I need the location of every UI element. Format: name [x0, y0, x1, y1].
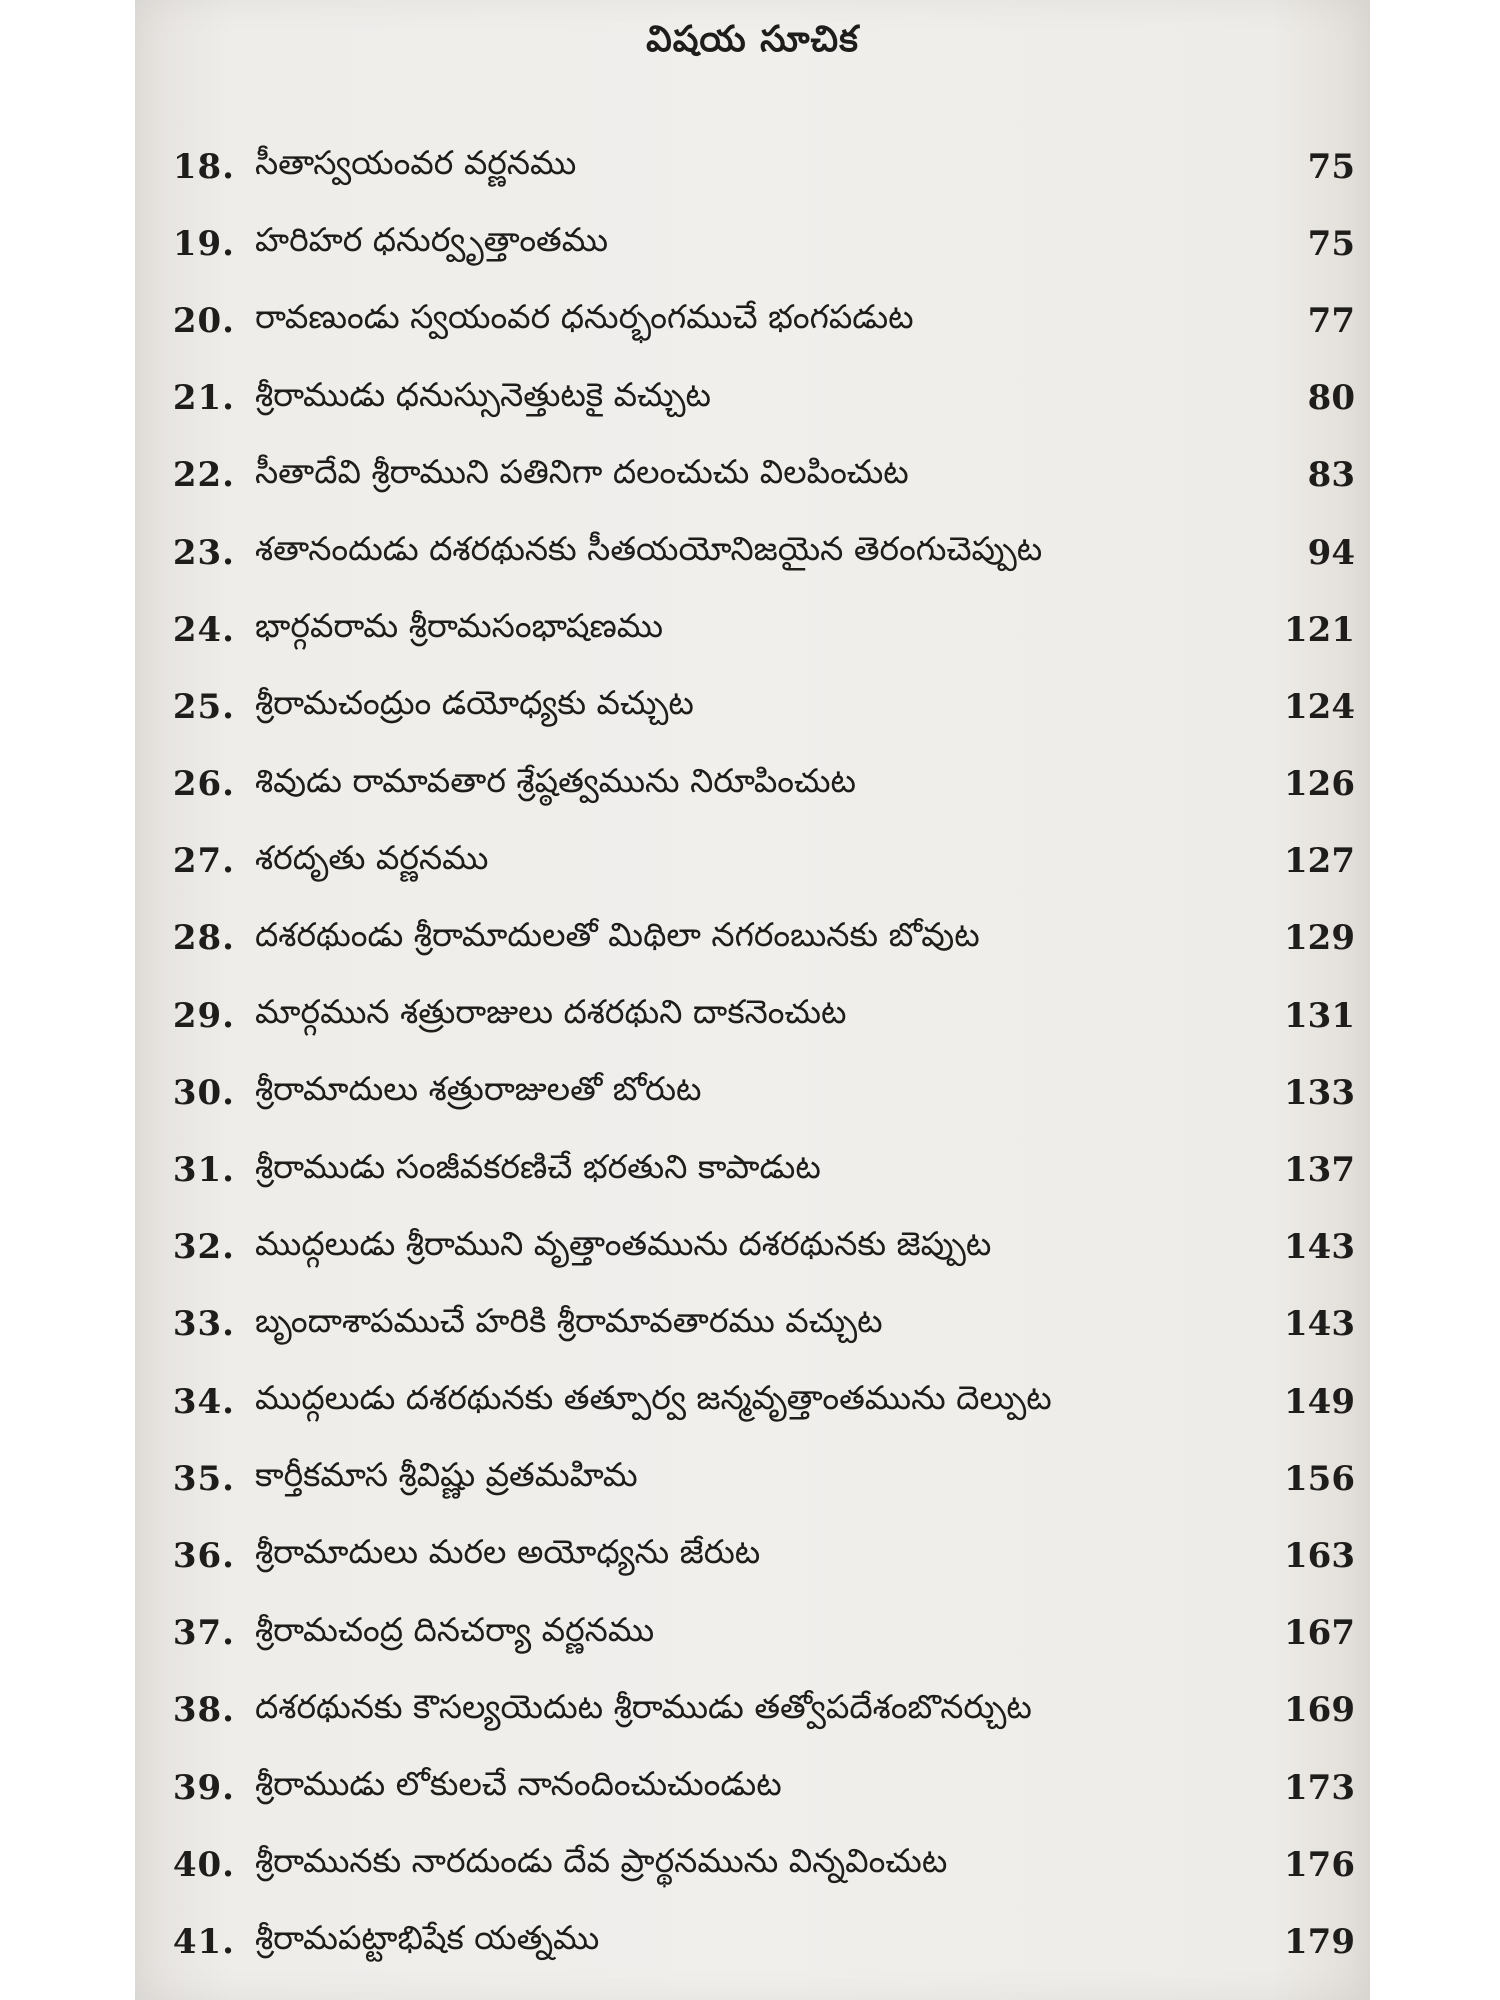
entry-page-number: 173 [1284, 1767, 1355, 1808]
entry-page-number: 167 [1284, 1613, 1355, 1654]
entry-number: 34. [172, 1381, 235, 1422]
entry-page-number: 80 [1307, 378, 1355, 419]
entry-page-number: 121 [1284, 609, 1355, 650]
entry-title: శరదృతు వర్ణనము [255, 837, 489, 877]
toc-entry [155, 360, 1355, 437]
entry-title: ముద్గలుడు దశరథునకు తత్పూర్వ జన్మవృత్తాంతమును దెల్పుట [255, 1378, 1052, 1418]
entry-number: 31. [172, 1150, 235, 1191]
entry-title: హరిహర ధనుర్వృత్తాంతము [255, 220, 609, 260]
entry-title: మార్గమున శత్రురాజులు దశరథుని దాకనెంచుట [255, 992, 847, 1032]
entry-title: శ్రీరామాదులు మరల అయోధ్యను జేరుట [255, 1532, 761, 1572]
entry-page-number: 75 [1307, 146, 1355, 187]
entry-number: 38. [172, 1690, 235, 1731]
entry-number: 30. [172, 1072, 235, 1113]
entry-number: 20. [172, 300, 235, 341]
entry-number: 19. [172, 223, 235, 264]
entry-page-number: 129 [1284, 918, 1355, 959]
entry-number: 24. [172, 609, 235, 650]
entry-number: 40. [172, 1844, 235, 1885]
toc-entry [155, 1209, 1355, 1286]
entry-number: 25. [172, 686, 235, 727]
entry-number: 29. [172, 995, 235, 1036]
toc-entry [155, 282, 1355, 359]
entry-title: శతానందుడు దశరథునకు సీతయయోనిజయైన తెరంగుచెప్పుట [255, 529, 1043, 569]
entry-number: 28. [172, 918, 235, 959]
entry-page-number: 143 [1284, 1227, 1355, 1268]
entry-title: సీతాస్వయంవర వర్ణనము [255, 143, 577, 183]
toc-entry [155, 1595, 1355, 1672]
entry-title: ముద్గలుడు శ్రీరాముని వృత్తాంతమును దశరథునకు జెప్పుట [255, 1223, 992, 1263]
entry-title: శ్రీరామచంద్ర దినచర్యా వర్ణనము [255, 1609, 655, 1649]
entry-page-number: 126 [1284, 764, 1355, 805]
entry-page-number: 137 [1284, 1150, 1355, 1191]
toc-entry [155, 1749, 1355, 1826]
toc-entry [155, 823, 1355, 900]
entry-page-number: 124 [1284, 686, 1355, 727]
toc-entry [155, 205, 1355, 282]
entry-page-number: 163 [1284, 1535, 1355, 1576]
toc-entry [155, 668, 1355, 745]
entry-page-number: 179 [1284, 1921, 1355, 1962]
entry-title: శ్రీరామచంద్రుం డయోధ్యకు వచ్చుట [255, 683, 694, 723]
entry-page-number: 156 [1284, 1458, 1355, 1499]
entry-title: శ్రీరాముడు ధనుస్సునెత్తుటకై వచ్చుట [255, 374, 711, 414]
entry-page-number: 127 [1284, 841, 1355, 882]
toc-entry [155, 1131, 1355, 1208]
toc-entry [155, 1363, 1355, 1440]
toc-entry [155, 1440, 1355, 1517]
entry-number: 36. [172, 1535, 235, 1576]
entry-page-number: 143 [1284, 1304, 1355, 1345]
entry-title: శ్రీరామునకు నారదుండు దేవ ప్రార్థనమును విన్నవించుట [255, 1841, 948, 1881]
entry-page-number: 75 [1307, 223, 1355, 264]
toc-entry [155, 591, 1355, 668]
toc-entry [155, 514, 1355, 591]
entry-title: దశరథుండు శ్రీరామాదులతో మిథిలా నగరంబునకు బోవుట [255, 914, 980, 954]
toc-entry [155, 1054, 1355, 1131]
toc-entry [155, 1903, 1355, 1980]
toc-entry [155, 1286, 1355, 1363]
entry-title: శ్రీరామపట్టాభిషేక యత్నము [255, 1918, 600, 1958]
entry-title: శ్రీరాముడు లోకులచే నానందించుచుండుట [255, 1764, 782, 1804]
entry-title: భార్గవరామ శ్రీరామసంభాషణము [255, 606, 664, 646]
entry-number: 41. [172, 1921, 235, 1962]
entry-page-number: 176 [1284, 1844, 1355, 1885]
toc-entry [155, 1517, 1355, 1594]
entry-number: 27. [172, 841, 235, 882]
entry-number: 33. [172, 1304, 235, 1345]
entry-page-number: 131 [1284, 995, 1355, 1036]
toc-entry [155, 746, 1355, 823]
entry-title: శ్రీరాముడు సంజీవకరణిచే భరతుని కాపాడుట [255, 1146, 821, 1186]
book-page [135, 0, 1370, 2000]
entry-number: 32. [172, 1227, 235, 1268]
entry-title: కార్తీకమాస శ్రీవిష్ణు వ్రతమహిమ [255, 1455, 638, 1495]
entry-page-number: 83 [1307, 455, 1355, 496]
entry-page-number: 149 [1284, 1381, 1355, 1422]
entry-title: దశరథునకు కౌసల్యయెదుట శ్రీరాముడు తత్వోపదేశంబొనర్చుట [255, 1686, 1032, 1726]
entry-number: 21. [172, 378, 235, 419]
entry-number: 23. [172, 532, 235, 573]
page-title: విషయ సూచిక [646, 18, 859, 60]
entry-page-number: 133 [1284, 1072, 1355, 1113]
entry-page-number: 169 [1284, 1690, 1355, 1731]
entry-number: 37. [172, 1613, 235, 1654]
entry-page-number: 77 [1307, 300, 1355, 341]
entry-number: 18. [172, 146, 235, 187]
entry-title: రావణుండు స్వయంవర ధనుర్భంగముచే భంగపడుట [255, 297, 914, 337]
toc-entry [155, 128, 1355, 205]
table-of-contents [155, 128, 1355, 1981]
entry-number: 26. [172, 764, 235, 805]
entry-page-number: 94 [1307, 532, 1355, 573]
toc-entry [155, 1826, 1355, 1903]
entry-title: సీతాదేవి శ్రీరాముని పతినిగా దలంచుచు విలపించుట [255, 451, 909, 491]
entry-title: శివుడు రామావతార శ్రేష్ఠత్వమును నిరూపించుట [255, 760, 857, 800]
toc-entry [155, 900, 1355, 977]
toc-entry [155, 437, 1355, 514]
toc-entry [155, 1672, 1355, 1749]
entry-number: 39. [172, 1767, 235, 1808]
entry-title: శ్రీరామాదులు శత్రురాజులతో బోరుట [255, 1069, 702, 1109]
entry-number: 22. [172, 455, 235, 496]
toc-entry [155, 977, 1355, 1054]
entry-title: బృందాశాపముచే హరికి శ్రీరామావతారము వచ్చుట [255, 1300, 883, 1340]
entry-number: 35. [172, 1458, 235, 1499]
